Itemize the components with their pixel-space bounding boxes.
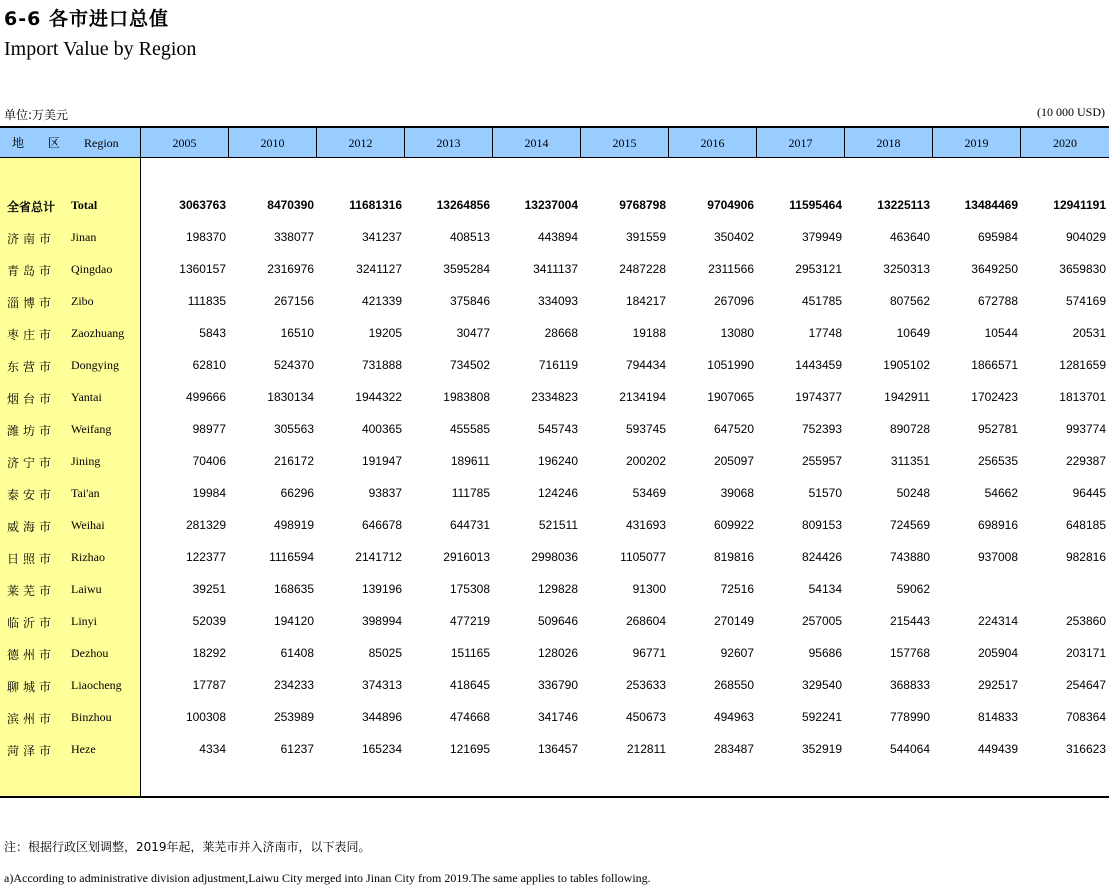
value-cell: 3659830 [1059,262,1106,276]
value-cell: 2316976 [267,262,314,276]
region-name-cn: 临沂市 [7,616,56,630]
value-cell: 165234 [361,742,402,756]
value-cell: 253633 [625,678,666,692]
value-cell: 398994 [361,614,402,628]
value-cell: 807562 [889,294,930,308]
value-cell: 449439 [977,742,1018,756]
region-name-cn: 菏泽市 [7,744,56,758]
table-row [0,642,1109,666]
value-cell: 2998036 [531,550,578,564]
value-cell: 646678 [361,518,402,532]
value-cell: 494963 [713,710,754,724]
value-cell: 198370 [185,230,226,244]
value-cell: 3595284 [443,262,490,276]
value-cell: 375846 [449,294,490,308]
value-cell: 647520 [713,422,754,436]
value-cell: 1360157 [179,262,226,276]
region-name-en: Dezhou [71,646,109,660]
value-cell: 17748 [808,326,842,340]
value-cell: 59062 [896,582,930,596]
value-cell: 890728 [889,422,930,436]
value-cell: 731888 [361,358,402,372]
value-cell: 52039 [192,614,226,628]
value-cell: 54134 [808,582,842,596]
table-row [0,226,1109,250]
value-cell: 203171 [1065,646,1106,660]
value-cell: 609922 [713,518,754,532]
region-name-en: Dongying [71,358,119,372]
value-cell: 1702423 [971,390,1018,404]
value-cell: 819816 [713,550,754,564]
table-row [0,706,1109,730]
year-header: 2018 [844,128,932,157]
value-cell: 139196 [361,582,402,596]
value-cell: 5843 [199,326,226,340]
value-cell: 151165 [450,646,490,660]
value-cell: 1944322 [355,390,402,404]
value-cell: 1907065 [707,390,754,404]
region-name-cn: 淄博市 [7,296,56,310]
value-cell: 20531 [1072,326,1106,340]
value-cell: 311351 [890,454,930,468]
value-cell: 205904 [977,646,1018,660]
value-cell: 474668 [449,710,490,724]
value-cell: 61408 [280,646,314,660]
value-cell: 338077 [273,230,314,244]
value-cell: 824426 [801,550,842,564]
value-cell: 229387 [1065,454,1106,468]
value-cell: 19188 [632,326,666,340]
value-cell: 1281659 [1059,358,1106,372]
value-cell: 524370 [273,358,314,372]
value-cell: 648185 [1065,518,1106,532]
value-cell: 809153 [801,518,842,532]
value-cell: 3241127 [356,262,402,276]
value-cell: 72516 [720,582,754,596]
value-cell: 574169 [1065,294,1106,308]
value-cell: 2334823 [531,390,578,404]
region-name-en: Rizhao [71,550,105,564]
value-cell: 431693 [625,518,666,532]
value-cell: 341746 [537,710,578,724]
region-name-en: Laiwu [71,582,102,596]
year-header: 2013 [404,128,492,157]
region-name-en: Jining [71,454,101,468]
value-cell: 2953121 [795,262,842,276]
value-cell: 254647 [1065,678,1106,692]
year-header: 2016 [668,128,756,157]
value-cell: 336790 [537,678,578,692]
value-cell: 96771 [632,646,666,660]
value-cell: 1866571 [971,358,1018,372]
value-cell: 216172 [273,454,314,468]
value-cell: 451785 [801,294,842,308]
value-cell: 734502 [449,358,490,372]
value-cell: 698916 [977,518,1018,532]
value-cell: 2916013 [443,550,490,564]
table-row [0,290,1109,314]
value-cell: 455585 [449,422,490,436]
value-cell: 4334 [199,742,226,756]
value-cell: 191947 [361,454,402,468]
value-cell: 39251 [192,582,226,596]
region-column-background [0,158,141,796]
value-cell: 168635 [273,582,314,596]
value-cell: 316623 [1065,742,1106,756]
value-cell: 253989 [273,710,314,724]
value-cell: 695984 [977,230,1018,244]
value-cell: 267096 [713,294,754,308]
region-name-cn: 聊城市 [7,680,56,694]
value-cell: 2311566 [708,262,754,276]
value-cell: 499666 [185,390,226,404]
year-header: 2020 [1020,128,1109,157]
value-cell: 443894 [537,230,578,244]
value-cell: 952781 [977,422,1018,436]
value-cell: 39068 [720,486,754,500]
value-cell: 814833 [977,710,1018,724]
value-cell: 93837 [368,486,402,500]
value-cell: 212811 [626,742,666,756]
value-cell: 66296 [280,486,314,500]
value-cell: 509646 [537,614,578,628]
value-cell: 70406 [192,454,226,468]
value-cell: 129828 [537,582,578,596]
table-row [0,418,1109,442]
region-name-cn: 东营市 [7,360,56,374]
table-row [0,610,1109,634]
value-cell: 128026 [537,646,578,660]
value-cell: 13080 [720,326,754,340]
region-name-en: Heze [71,742,96,756]
value-cell: 904029 [1065,230,1106,244]
value-cell: 937008 [977,550,1018,564]
value-cell: 19205 [368,326,402,340]
value-cell: 1813701 [1059,390,1106,404]
value-cell: 30477 [456,326,490,340]
value-cell: 267156 [273,294,314,308]
region-name-en: Liaocheng [71,678,122,692]
table-row [0,194,1109,218]
table-row [0,738,1109,762]
value-cell: 270149 [713,614,754,628]
region-name-cn: 枣庄市 [7,328,56,342]
page-title-cn: 6-6 各市进口总值 [4,8,169,30]
table-row [0,322,1109,346]
value-cell: 121695 [449,742,490,756]
table-row [0,578,1109,602]
value-cell: 368833 [889,678,930,692]
year-header: 2019 [932,128,1020,157]
value-cell: 794434 [625,358,666,372]
value-cell: 1443459 [795,358,842,372]
value-cell: 157768 [889,646,930,660]
value-cell: 498919 [273,518,314,532]
value-cell: 545743 [537,422,578,436]
value-cell: 194120 [273,614,314,628]
year-header: 2014 [492,128,580,157]
year-header: 2010 [228,128,316,157]
value-cell: 53469 [632,486,666,500]
value-cell: 982816 [1065,550,1106,564]
value-cell: 305563 [273,422,314,436]
table-row [0,546,1109,570]
value-cell: 111835 [187,294,226,308]
region-name-cn: 滨州市 [7,712,56,726]
value-cell: 374313 [361,678,402,692]
value-cell: 521511 [538,518,578,532]
footnote-en: a)According to administrative division adjustment,Laiwu City merged into Jinan City from 2019.The same applies to tables following. [4,871,651,885]
value-cell: 62810 [192,358,226,372]
region-header-cn: 地 区 [12,136,70,150]
table-row [0,258,1109,282]
value-cell: 778990 [889,710,930,724]
value-cell: 724569 [889,518,930,532]
value-cell: 716119 [538,358,578,372]
value-cell: 2487228 [619,262,666,276]
value-cell: 3649250 [971,262,1018,276]
value-cell: 98977 [192,422,226,436]
value-cell: 200202 [625,454,666,468]
region-name-cn: 莱芜市 [7,584,56,598]
value-cell: 593745 [625,422,666,436]
table-row [0,674,1109,698]
table-header [0,128,1109,158]
value-cell: 1942911 [884,390,930,404]
value-cell: 96445 [1072,486,1106,500]
value-cell: 257005 [801,614,842,628]
value-cell: 91300 [632,582,666,596]
value-cell: 341237 [361,230,402,244]
value-cell: 17787 [192,678,226,692]
value-cell: 752393 [801,422,842,436]
value-cell: 352919 [801,742,842,756]
value-cell: 708364 [1065,710,1106,724]
value-cell: 2141712 [355,550,402,564]
value-cell: 111785 [451,486,490,500]
value-cell: 10544 [984,326,1018,340]
value-cell: 1116594 [269,550,314,564]
value-cell: 1974377 [795,390,842,404]
value-cell: 54662 [984,486,1018,500]
value-cell: 3063763 [179,198,226,212]
value-cell: 1905102 [883,358,930,372]
value-cell: 268550 [713,678,754,692]
value-cell: 13264856 [436,198,490,212]
value-cell: 51570 [808,486,842,500]
table-row [0,354,1109,378]
value-cell: 189611 [450,454,490,468]
region-name-cn: 全省总计 [7,200,56,214]
value-cell: 205097 [713,454,754,468]
value-cell: 50248 [896,486,930,500]
value-cell: 993774 [1065,422,1106,436]
region-name-cn: 德州市 [7,648,56,662]
unit-label-cn: 单位:万美元 [4,108,69,122]
year-header: 2015 [580,128,668,157]
value-cell: 224314 [977,614,1018,628]
value-cell: 85025 [368,646,402,660]
value-cell: 592241 [801,710,842,724]
table-row [0,482,1109,506]
region-name-en: Zibo [71,294,94,308]
value-cell: 256535 [977,454,1018,468]
region-name-en: Weihai [71,518,105,532]
value-cell: 1051990 [707,358,754,372]
footnote-cn: 注：根据行政区划调整，2019年起，莱芜市并入济南市，以下表同。 [4,840,371,854]
region-name-cn: 济宁市 [7,456,56,470]
value-cell: 3250313 [883,262,930,276]
unit-label-en: (10 000 USD) [1037,105,1105,119]
region-name-en: Zaozhuang [71,326,125,340]
region-name-cn: 青岛市 [7,264,56,278]
value-cell: 122377 [185,550,226,564]
value-cell: 408513 [449,230,490,244]
year-header: 2017 [756,128,844,157]
value-cell: 215443 [889,614,930,628]
value-cell: 743880 [889,550,930,564]
value-cell: 255957 [801,454,842,468]
value-cell: 1105077 [620,550,666,564]
value-cell: 9704906 [707,198,754,212]
value-cell: 13237004 [524,198,578,212]
region-name-cn: 潍坊市 [7,424,56,438]
value-cell: 8470390 [267,198,314,212]
region-name-cn: 日照市 [7,552,56,566]
value-cell: 61237 [280,742,314,756]
value-cell: 344896 [361,710,402,724]
region-name-en: Total [71,198,98,212]
value-cell: 672788 [977,294,1018,308]
page-title-en: Import Value by Region [4,38,197,60]
value-cell: 334093 [537,294,578,308]
value-cell: 124246 [537,486,578,500]
value-cell: 1830134 [267,390,314,404]
value-cell: 421339 [361,294,402,308]
value-cell: 283487 [713,742,754,756]
value-cell: 350402 [713,230,754,244]
region-name-cn: 威海市 [7,520,56,534]
year-header: 2005 [140,128,228,157]
table-row [0,450,1109,474]
value-cell: 18292 [192,646,226,660]
value-cell: 391559 [625,230,666,244]
value-cell: 292517 [977,678,1018,692]
region-name-cn: 泰安市 [7,488,56,502]
value-cell: 477219 [449,614,490,628]
year-header: 2012 [316,128,404,157]
region-name-cn: 烟台市 [7,392,56,406]
value-cell: 95686 [808,646,842,660]
region-name-en: Binzhou [71,710,112,724]
table-bottom-rule [0,796,1109,798]
value-cell: 11681316 [349,198,402,212]
value-cell: 379949 [801,230,842,244]
value-cell: 644731 [449,518,490,532]
value-cell: 2134194 [619,390,666,404]
value-cell: 175308 [449,582,490,596]
value-cell: 136457 [537,742,578,756]
value-cell: 11595464 [789,198,842,212]
region-name-en: Yantai [71,390,102,404]
value-cell: 234233 [273,678,314,692]
region-name-en: Weifang [71,422,112,436]
value-cell: 400365 [361,422,402,436]
value-cell: 10649 [896,326,930,340]
region-name-en: Jinan [71,230,97,244]
table-row [0,514,1109,538]
value-cell: 463640 [889,230,930,244]
value-cell: 13225113 [877,198,930,212]
value-cell: 12941191 [1053,198,1106,212]
value-cell: 9768798 [619,198,666,212]
region-header-en: Region [84,136,119,150]
value-cell: 544064 [889,742,930,756]
value-cell: 19984 [192,486,226,500]
value-cell: 329540 [801,678,842,692]
value-cell: 1983808 [443,390,490,404]
value-cell: 92607 [720,646,754,660]
value-cell: 281329 [185,518,226,532]
value-cell: 13484469 [964,198,1018,212]
value-cell: 3411137 [533,262,578,276]
value-cell: 253860 [1065,614,1106,628]
region-name-en: Qingdao [71,262,113,276]
value-cell: 184217 [625,294,666,308]
value-cell: 418645 [449,678,490,692]
region-name-cn: 济南市 [7,232,56,246]
table-row [0,386,1109,410]
value-cell: 100308 [185,710,226,724]
region-name-en: Tai'an [71,486,100,500]
value-cell: 196240 [537,454,578,468]
value-cell: 28668 [544,326,578,340]
region-name-en: Linyi [71,614,97,628]
value-cell: 450673 [625,710,666,724]
value-cell: 268604 [625,614,666,628]
value-cell: 16510 [280,326,314,340]
